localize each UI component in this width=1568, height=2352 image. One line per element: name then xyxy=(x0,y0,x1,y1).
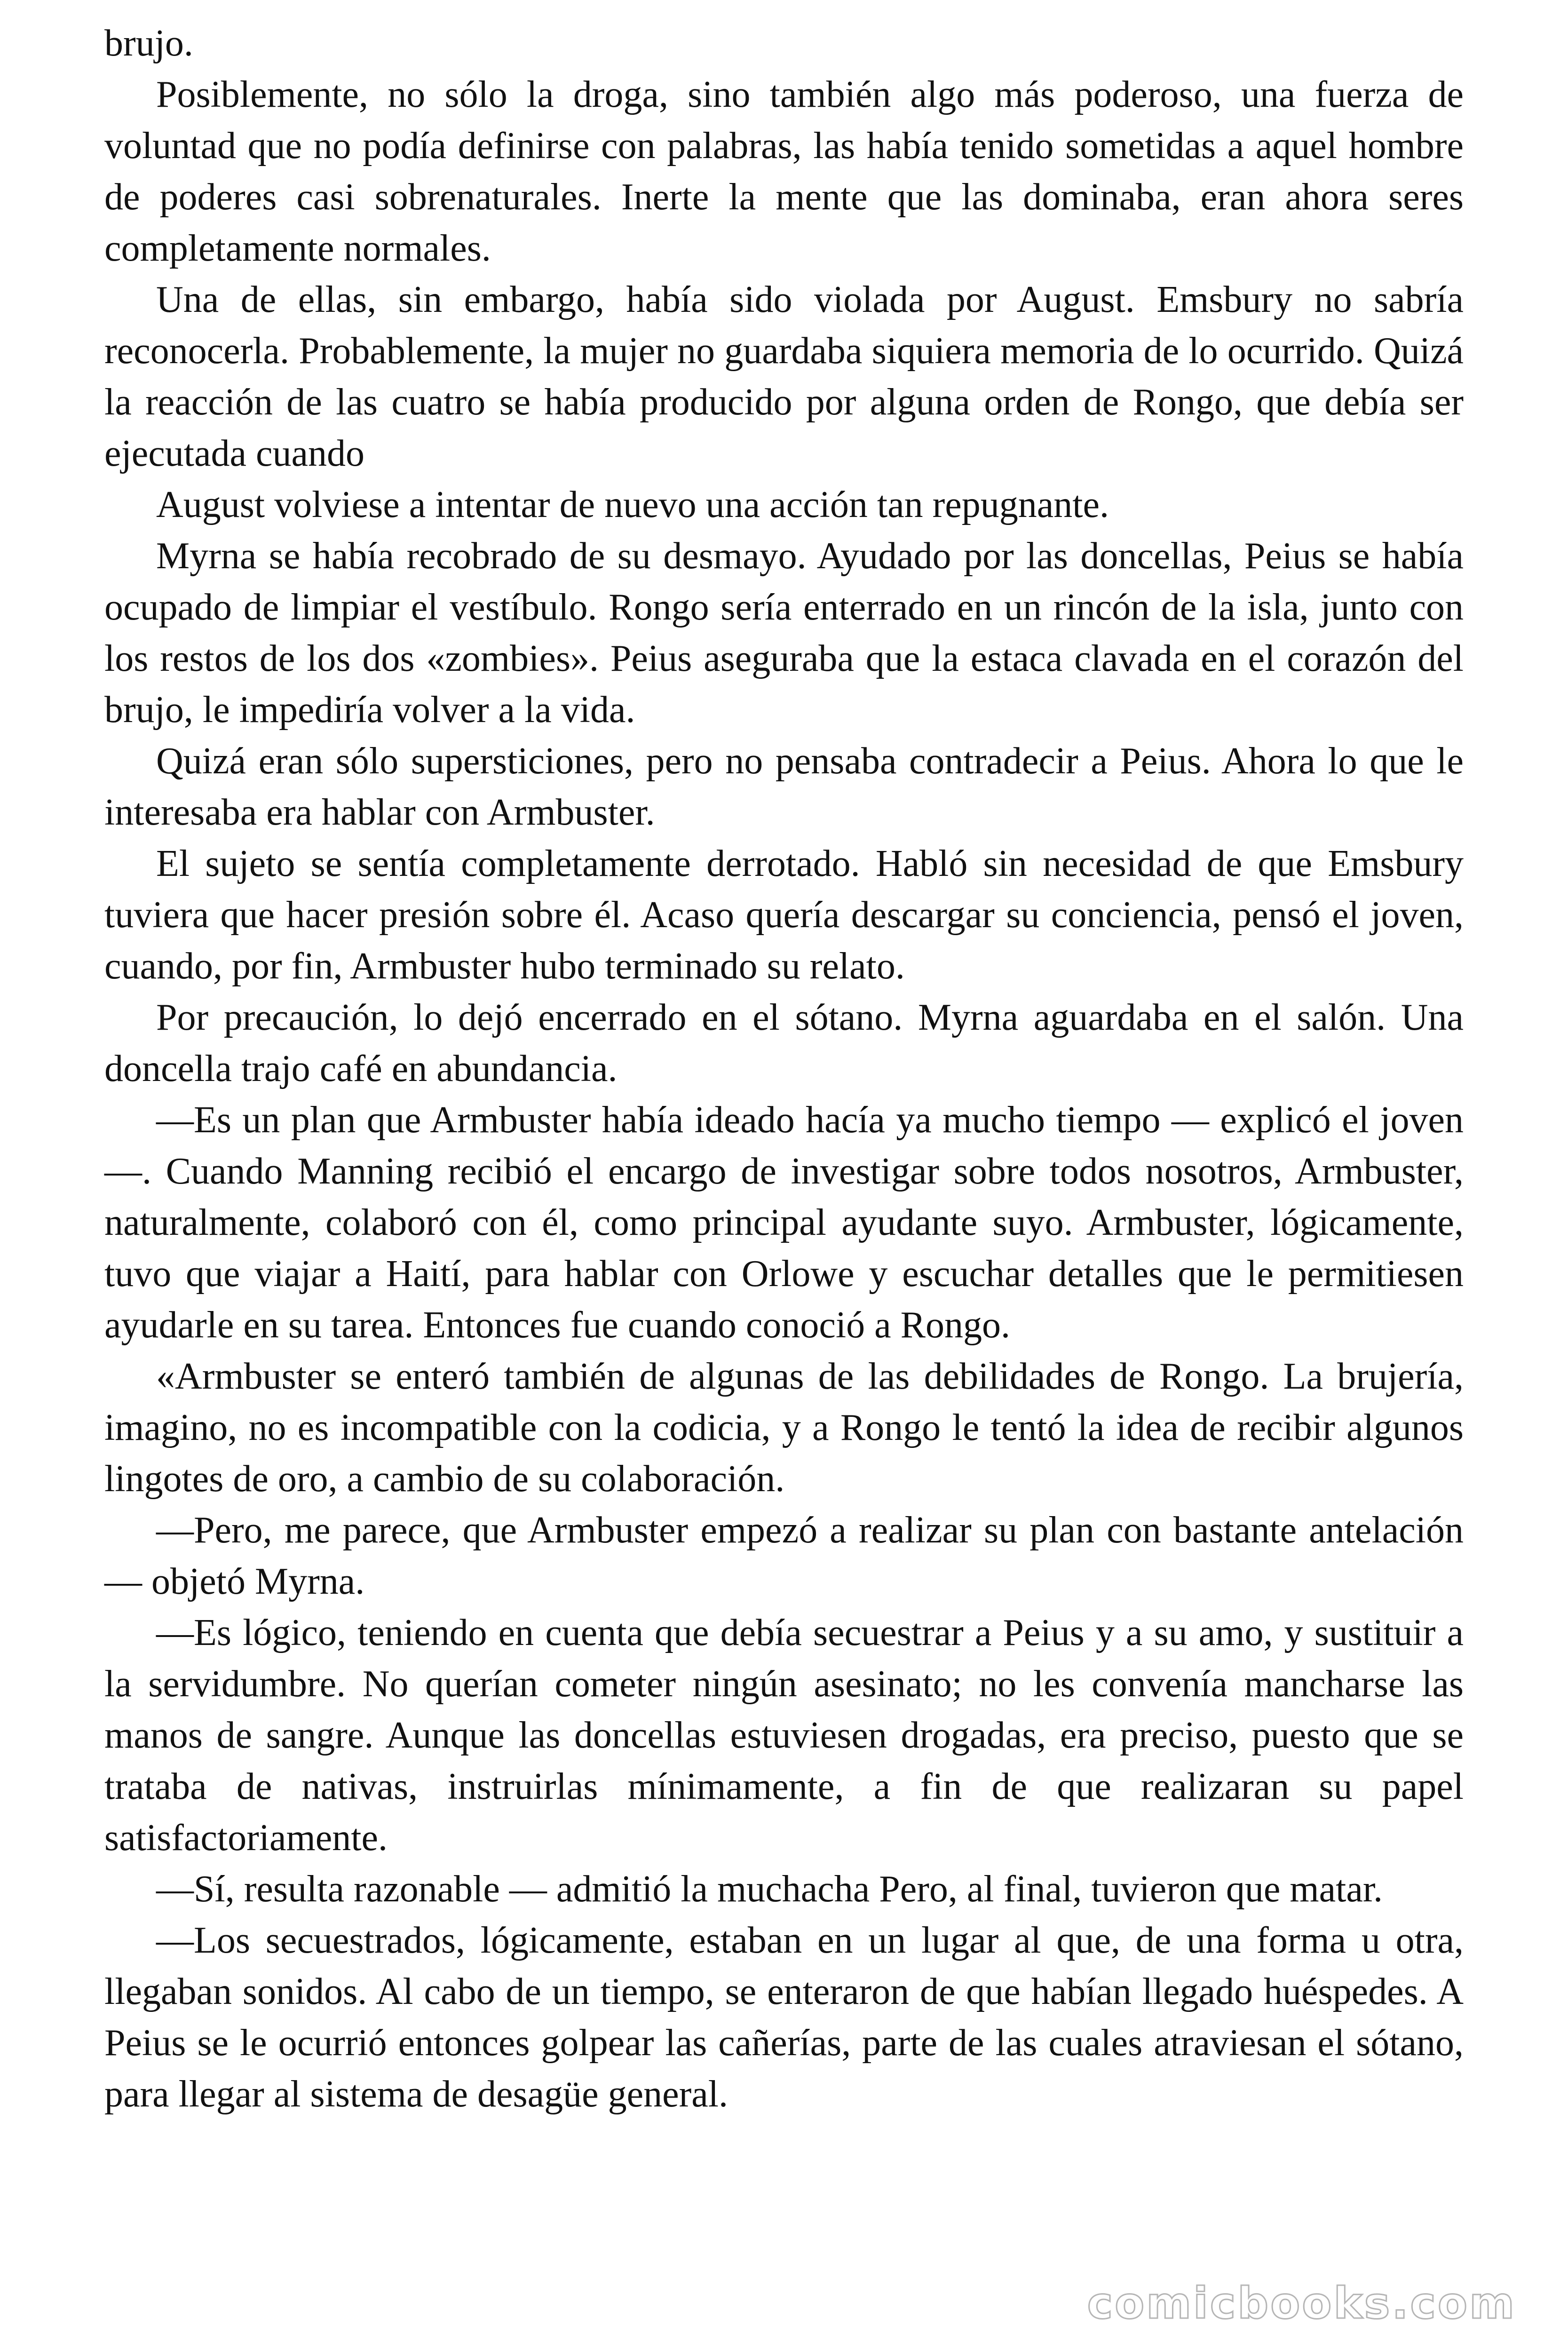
book-page xyxy=(104,18,1464,2120)
paragraph-4: August volviese a intentar de nuevo una acción tan repugnante. xyxy=(156,484,1109,525)
paragraph-2: Posiblemente, no sólo la droga, sino también algo más poderoso, una fuerza de voluntad que no podía definirse con palabras, las había tenido sometidas a aquel hombre de poderes casi sobrenaturales. Inerte la mente que las dominaba, eran ahora seres completamente normales. xyxy=(104,74,1464,269)
paragraph-6: Quizá eran sólo supersticiones, pero no pensaba contradecir a Peius. Ahora lo que le interesaba era hablar con Armbuster. xyxy=(104,740,1464,833)
watermark: comicbooks.com xyxy=(1087,2278,1516,2328)
paragraph-3: Una de ellas, sin embargo, había sido violada por August. Emsbury no sabría reconocerla. Probablemente, la mujer no guardaba siquiera memoria de lo ocurrido. Quizá la reacción de las cuatro se había producido por alguna orden de Rongo, que debía ser ejecutada cuando xyxy=(104,279,1464,474)
paragraph-10: «Armbuster se enteró también de algunas de las debilidades de Rongo. La brujería, imagino, no es incompatible con la codicia, y a Rongo le tentó la idea de recibir algunos lingotes de oro, a cambio de su colaboración. xyxy=(104,1356,1464,1500)
paragraph-11: —Pero, me parece, que Armbuster empezó a realizar su plan con bastante antelación — objetó Myrna. xyxy=(104,1510,1464,1602)
paragraph-12: —Es lógico, teniendo en cuenta que debía secuestrar a Peius y a su amo, y sustituir a la servidumbre. No querían cometer ningún asesinato; no les convenía mancharse las manos de sangre. Aunque las doncellas estuviesen drogadas, era preciso, puesto que se trataba de nativas, instruirlas mínimamente, a fin de que realizaran su papel satisfactoriamente. xyxy=(104,1612,1464,1859)
paragraph-13: —Sí, resulta razonable — admitió la muchacha Pero, al final, tuvieron que matar. xyxy=(156,1868,1383,1910)
paragraph-8: Por precaución, lo dejó encerrado en el sótano. Myrna aguardaba en el salón. Una doncella trajo café en abundancia. xyxy=(104,997,1464,1089)
paragraph-1: brujo. xyxy=(104,23,193,64)
paragraph-14: —Los secuestrados, lógicamente, estaban en un lugar al que, de una forma u otra, llegaban sonidos. Al cabo de un tiempo, se enteraron de que habían llegado huéspedes. A Peius se le ocurrió entonces golpear las cañerías, parte de las cuales atraviesan el sótano, para llegar al sistema de desagüe general. xyxy=(104,1920,1464,2115)
paragraph-7: El sujeto se sentía completamente derrotado. Habló sin necesidad de que Emsbury tuviera que hacer presión sobre él. Acaso quería descargar su conciencia, pensó el joven, cuando, por fin, Armbuster hubo terminado su relato. xyxy=(104,843,1464,987)
paragraph-9: —Es un plan que Armbuster había ideado hacía ya mucho tiempo — explicó el joven—. Cuando Manning recibió el encargo de investigar sobre todos nosotros, Armbuster, naturalmente, colaboró con él, como principal ayudante suyo. Armbuster, lógicamente, tuvo que viajar a Haití, para hablar con Orlowe y escuchar detalles que le permitiesen ayudarle en su tarea. Entonces fue cuando conoció a Rongo. xyxy=(104,1099,1464,1346)
paragraph-5: Myrna se había recobrado de su desmayo. Ayudado por las doncellas, Peius se había ocupado de limpiar el vestíbulo. Rongo sería enterrado en un rincón de la isla, junto con los restos de los dos «zombies». Peius aseguraba que la estaca clavada en el corazón del brujo, le impediría volver a la vida. xyxy=(104,535,1464,731)
